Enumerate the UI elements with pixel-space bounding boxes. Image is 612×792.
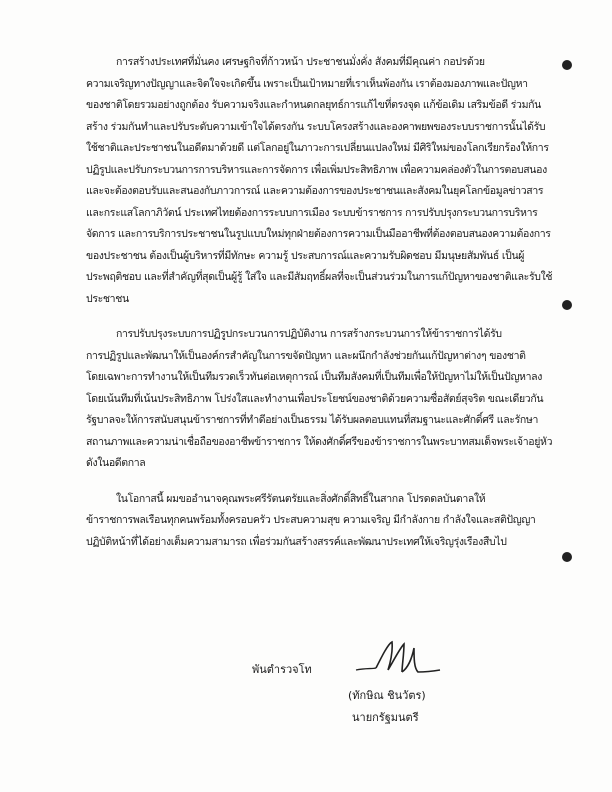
text-line: จัดการ และการบริการประชาชนในรูปแบบใหม่ทุกฝ่ายต้องการความเป็นมืออาชีพที่ต้องตอบสนองความต้องการ <box>86 228 551 240</box>
signer-position: นายกรัฐมนตรี <box>352 711 419 724</box>
text-line: โดยเน้นทีมที่เน้นประสิทธิภาพ โปร่งใสและทำงานเพื่อประโยชน์ของชาติด้วยความซื่อสัตย์สุจริต ขณะเดียวกัน <box>86 392 544 405</box>
binder-hole <box>562 552 572 562</box>
signature-block <box>252 652 512 732</box>
text-line: สถานภาพและความน่าเชื่อถือของอาชีพข้าราชการ ให้ดงศักดิ์ศรีของข้าราชการในพระบาทสมเด็จพระเจ้าอยู่หัว <box>86 435 553 448</box>
text-line: ปฏิบัติหน้าที่ได้อย่างเต็มความสามารถ เพื่อร่วมกันสร้างสรรค์และพัฒนาประเทศให้เจริญรุ่งเรืองสืบไป <box>86 535 507 548</box>
signer-rank: พันตำรวจโท <box>252 663 312 676</box>
text-line: การปฏิรูปและพัฒนาให้เป็นองค์กรสำคัญในการขจัดปัญหา และผนึกกำลังช่วยกันแก้ปัญหาต่างๆ ของชาติ <box>86 349 526 362</box>
text-line: ของชาติโดยรวมอย่างถูกต้อง รับความจริงและกำหนดกลยุทธ์การแก้ไขที่ตรงจุด แก้ข้อเดิม เสริมข้อดี ร่วมกัน <box>86 99 542 111</box>
paragraph <box>86 489 556 554</box>
text-line: ใช้ชาติและประชาชนในอดีตมาด้วยดี แต่โลกอยู่ในภาวะการเปลี่ยนแปลงใหม่ มีศิริใหม่ของโลกเรียกร้องให้การ <box>86 142 549 154</box>
text-line: สร้าง ร่วมกันทำและปรับระดับความเข้าใจได้ตรงกัน ระบบโครงสร้างและองคาพยพของระบบราชการนั้นได้รับ <box>86 120 546 133</box>
paragraph <box>86 52 556 310</box>
binder-hole <box>562 60 572 70</box>
signer-name: (ทักษิณ ชินวัตร) <box>348 689 426 702</box>
text-line: ดังในอดีตกาล <box>86 457 146 469</box>
text-line: ในโอกาสนี้ ผมขออำนาจคุณพระศรีรัตนตรัยและสิ่งศักดิ์สิทธิ์ในสากล โปรดดลบันดาลให้ <box>116 492 486 505</box>
text-line: ข้าราชการพลเรือนทุกคนพร้อมทั้งครอบครัว ประสบความสุข ความเจริญ มีกำลังกาย กำลังใจและสติปัญญา <box>86 514 536 526</box>
letter-body <box>86 52 556 567</box>
text-line: และจะต้องตอบรับและสนองกับภาวการณ์ และความต้องการของประชาชนและสังคมในยุคโลกข้อมูลข่าวสาร <box>86 185 544 197</box>
text-line: ความเจริญทางปัญญาและจิตใจจะเกิดขึ้น เพราะเป็นเป้าหมายที่เราเห็นพ้องกัน เราต้องมองภาพและปัญหา <box>86 77 528 90</box>
text-line: โดยเฉพาะการทำงานให้เป็นทีมรวดเร็วทันต่อเหตุการณ์ เป็นทีมสังคมที่เป็นทีมเพื่อให้ปัญหาไม่ให้เป็นปัญหาลง <box>86 371 543 383</box>
text-line: รัฐบาลจะให้การสนับสนุนข้าราชการที่ทำดีอย่างเป็นธรรม ได้รับผลตอบแทนที่สมฐานะและศักดิ์ศรี และรักษา <box>86 414 539 426</box>
paragraph <box>86 324 556 475</box>
text-line: ประพฤติชอบ และที่สำคัญที่สุดเป็นผู้รู้ ใส่ใจ และมีสัมฤทธิ์ผลที่จะเป็นส่วนร่วมในการแก้ปัญหาของชาติและรับใช้ <box>86 271 553 283</box>
binder-hole <box>562 300 572 310</box>
text-line: และกระแสโลกาภิวัตน์ ประเทศไทยต้องการระบบการเมือง ระบบข้าราชการ การปรับปรุงกระบวนการบริหาร <box>86 206 538 219</box>
text-line: ของประชาชน ต้องเป็นผู้บริหารที่มีทักษะ ความรู้ ประสบการณ์และความรับผิดชอบ มีมนุษยสัมพันธ์ เป็นผู้ <box>86 249 525 262</box>
text-line: การสร้างประเทศที่มั่นคง เศรษฐกิจที่ก้าวหน้า ประชาชนมั่งคั่ง สังคมที่มีคุณค่า กอปรด้วย <box>116 56 485 68</box>
text-line: การปรับปรุงระบบการปฏิรูปกระบวนการปฏิบัติงาน การสร้างกระบวนการให้ข้าราชการได้รับ <box>116 328 502 340</box>
text-line: ปฏิรูปและปรับกระบวนการการบริหารและการจัดการ เพื่อเพิ่มประสิทธิภาพ เพื่อความคล่องตัวในการตอบสนอง <box>86 163 547 176</box>
text-line: ประชาชน <box>86 292 129 305</box>
handwritten-signature <box>352 638 444 684</box>
